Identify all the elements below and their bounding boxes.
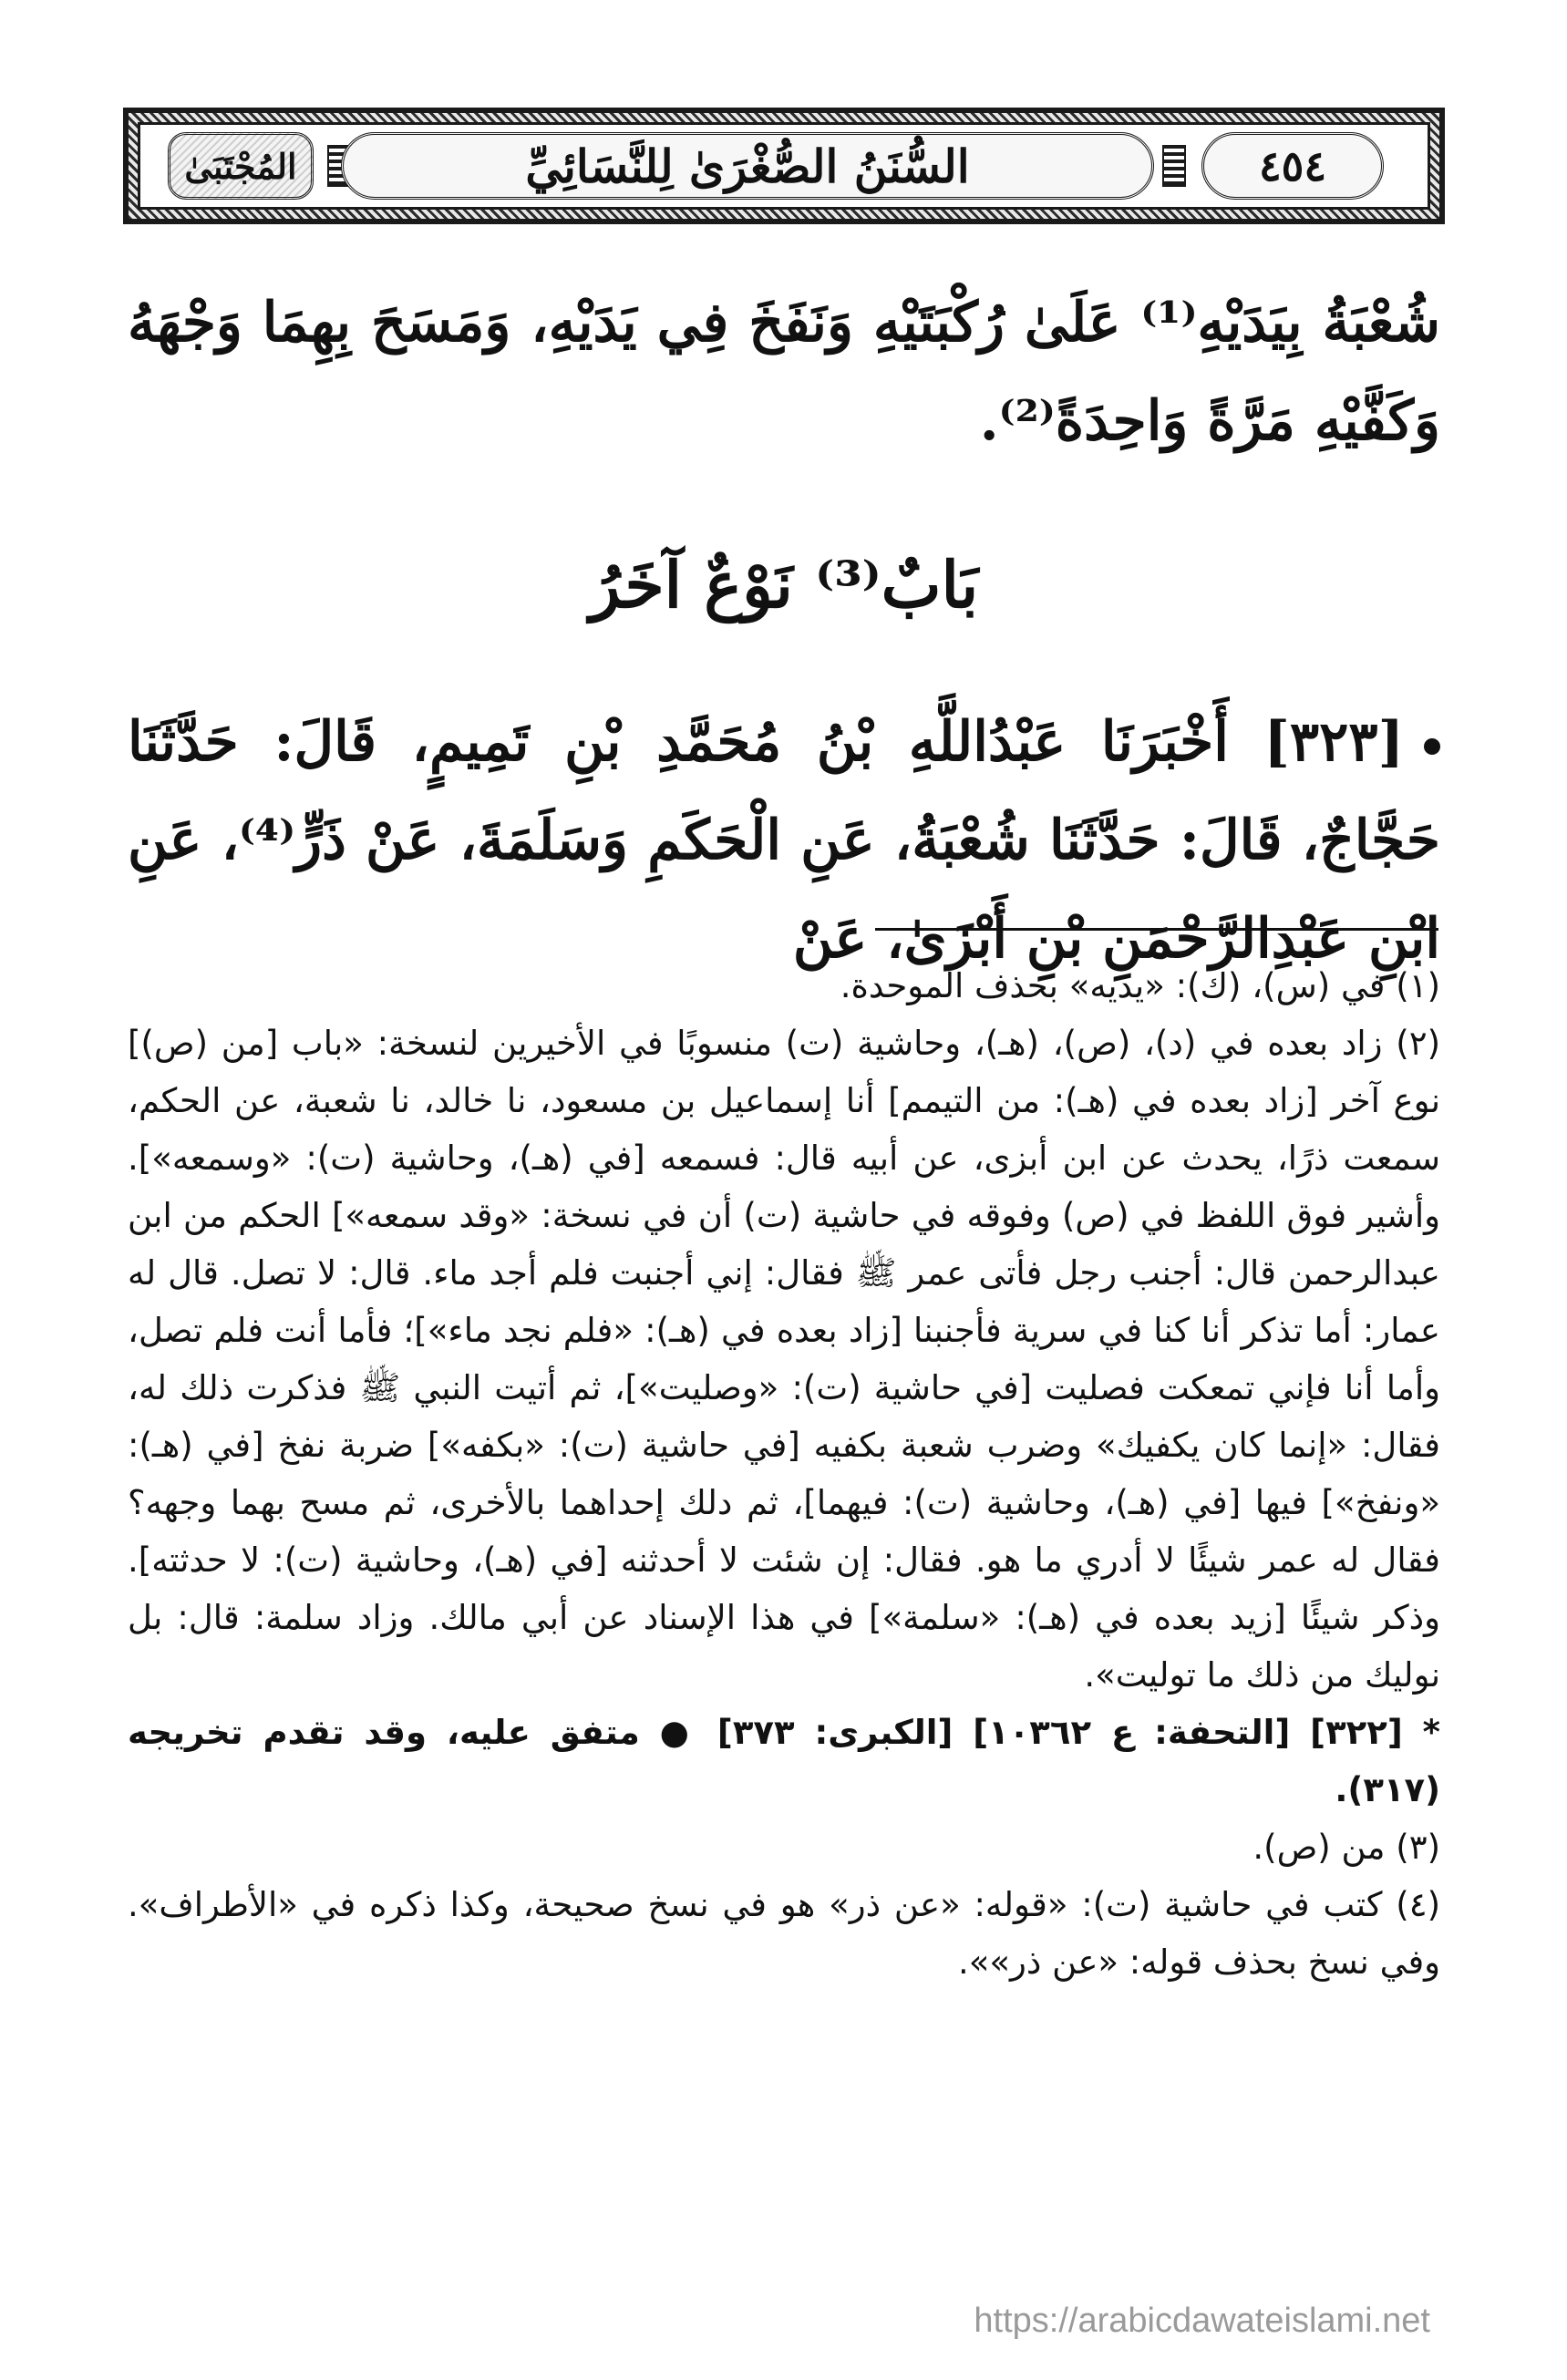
chapter-heading [128,547,1440,623]
footnote-1: (١) في (س)، (ك): «يديه» بحذف الموحدة. [840,966,1440,1005]
chapter-heading-text: بَابٌ⁽³⁾ نَوْعٌ آخَرُ [589,547,979,623]
book-logo-text: المُجْتَبَىٰ [184,145,297,187]
hadith-continuation-text: شُعْبَةُ بِيَدَيْهِ⁽¹⁾ عَلَىٰ رُكْبَتَيْهِ وَنَفَخَ فِي يَدَيْهِ، وَمَسَحَ بِهِمَا وَجْهَهُ وَكَفَّيْهِ مَرَّةً وَاحِدَةً⁽²⁾. [128,291,1440,453]
source-watermark: https://arabicdawateislami.net [974,2302,1430,2340]
page-number: ٤٥٤ [1258,141,1327,191]
book-logo [168,132,314,200]
page-header-frame [123,108,1445,224]
book-title: السُّنَنُ الصُّغْرَىٰ لِلنَّسَائِيِّ [525,139,970,193]
hadith-323 [128,693,1440,988]
footnotes [128,957,1440,1991]
footnote-4: (٤) كتب في حاشية (ت): «قوله: «عن ذر» هو في نسخ صحيحة، وكذا ذكره في «الأطراف». وفي نسخ بحذف قوله: «عن ذر»». [128,1885,1440,1982]
footnote-3: (٣) من (ص). [1253,1828,1440,1867]
page-number-box [1201,132,1384,200]
footnote-divider [875,928,1438,931]
footnote-2: (٢) زاد بعده في (د)، (ص)، (هـ)، وحاشية (ت) منسوبًا في الأخيرين لنسخة: «باب [من (ص)] نوع آخر [زاد بعده في (هـ): من التيمم] أنا إسماعيل بن مسعود، نا خالد، نا شعبة، عن الحكم، سمعت ذرًا، يحدث عن ابن أبزى، عن أبيه قال: فسمعه [في (هـ)، وحاشية (ت): «وسمعه»]. وأشير فوق اللفظ في (ص) وفوقه في حاشية (ت) أن في نسخة: «وقد سمعه»] الحكم من ابن عبدالرحمن قال: أجنب رجل فأتى عمر ﷺ فقال: إني أجنبت فلم أجد ماء. قال: لا تصل. قال له عمار: أما تذكر أنا كنا في سرية فأجنبنا [زاد بعده في (هـ): «فلم نجد ماء»]؛ فأما أنت فلم تصل، وأما أنا فإني تمعكت فصليت [في حاشية (ت): «وصليت»]، ثم أتيت النبي ﷺ فذكرت ذلك له، فقال: «إنما كان يكفيك» وضرب شعبة بكفيه [في حاشية (ت): «بكفه»] ضربة نفخ [في (هـ): «ونفخ»] فيها [في (هـ)، وحاشية (ت): فيهما]، ثم دلك إحداهما بالأخرى، ثم مسح بهما وجهه؟ فقال له عمر شيئًا لا أدري ما هو. فقال: إن شئت لا أحدثنه [في (هـ)، وحاشية (ت): لا حدثته]. وذكر شيئًا [زيد بعده في (هـ): «سلمة»] في هذا الإسناد عن أبي مالك. وزاد سلمة: قال: بل نوليك من ذلك ما توليت». [128,1024,1440,1695]
takhrij-note: * [٣٢٢] [التحفة: ع ١٠٣٦٢] [الكبرى: ٣٧٣] ● متفق عليه، وقد تقدم تخريجه (٣١٧). [128,1713,1440,1809]
hadith-continuation [128,273,1440,470]
hadith-323-text: [٣٢٣] أَخْبَرَنَا عَبْدُاللَّهِ بْنُ مُحَمَّدِ بْنِ تَمِيمٍ، قَالَ: حَدَّثَنَا حَجَّاجٌ، قَالَ: حَدَّثَنَا شُعْبَةُ، عَنِ الْحَكَمِ وَسَلَمَةَ، عَنْ ذَرٍّ⁽⁴⁾، عَنِ ابْنِ عَبْدِالرَّحْمَنِ بْنِ أَبْزَىٰ، عَنْ [128,710,1440,971]
header-ornament-right [1162,145,1186,187]
book-title-box [341,132,1154,200]
hadith-bullet-icon [1424,738,1440,755]
page-header-inner [138,122,1430,210]
